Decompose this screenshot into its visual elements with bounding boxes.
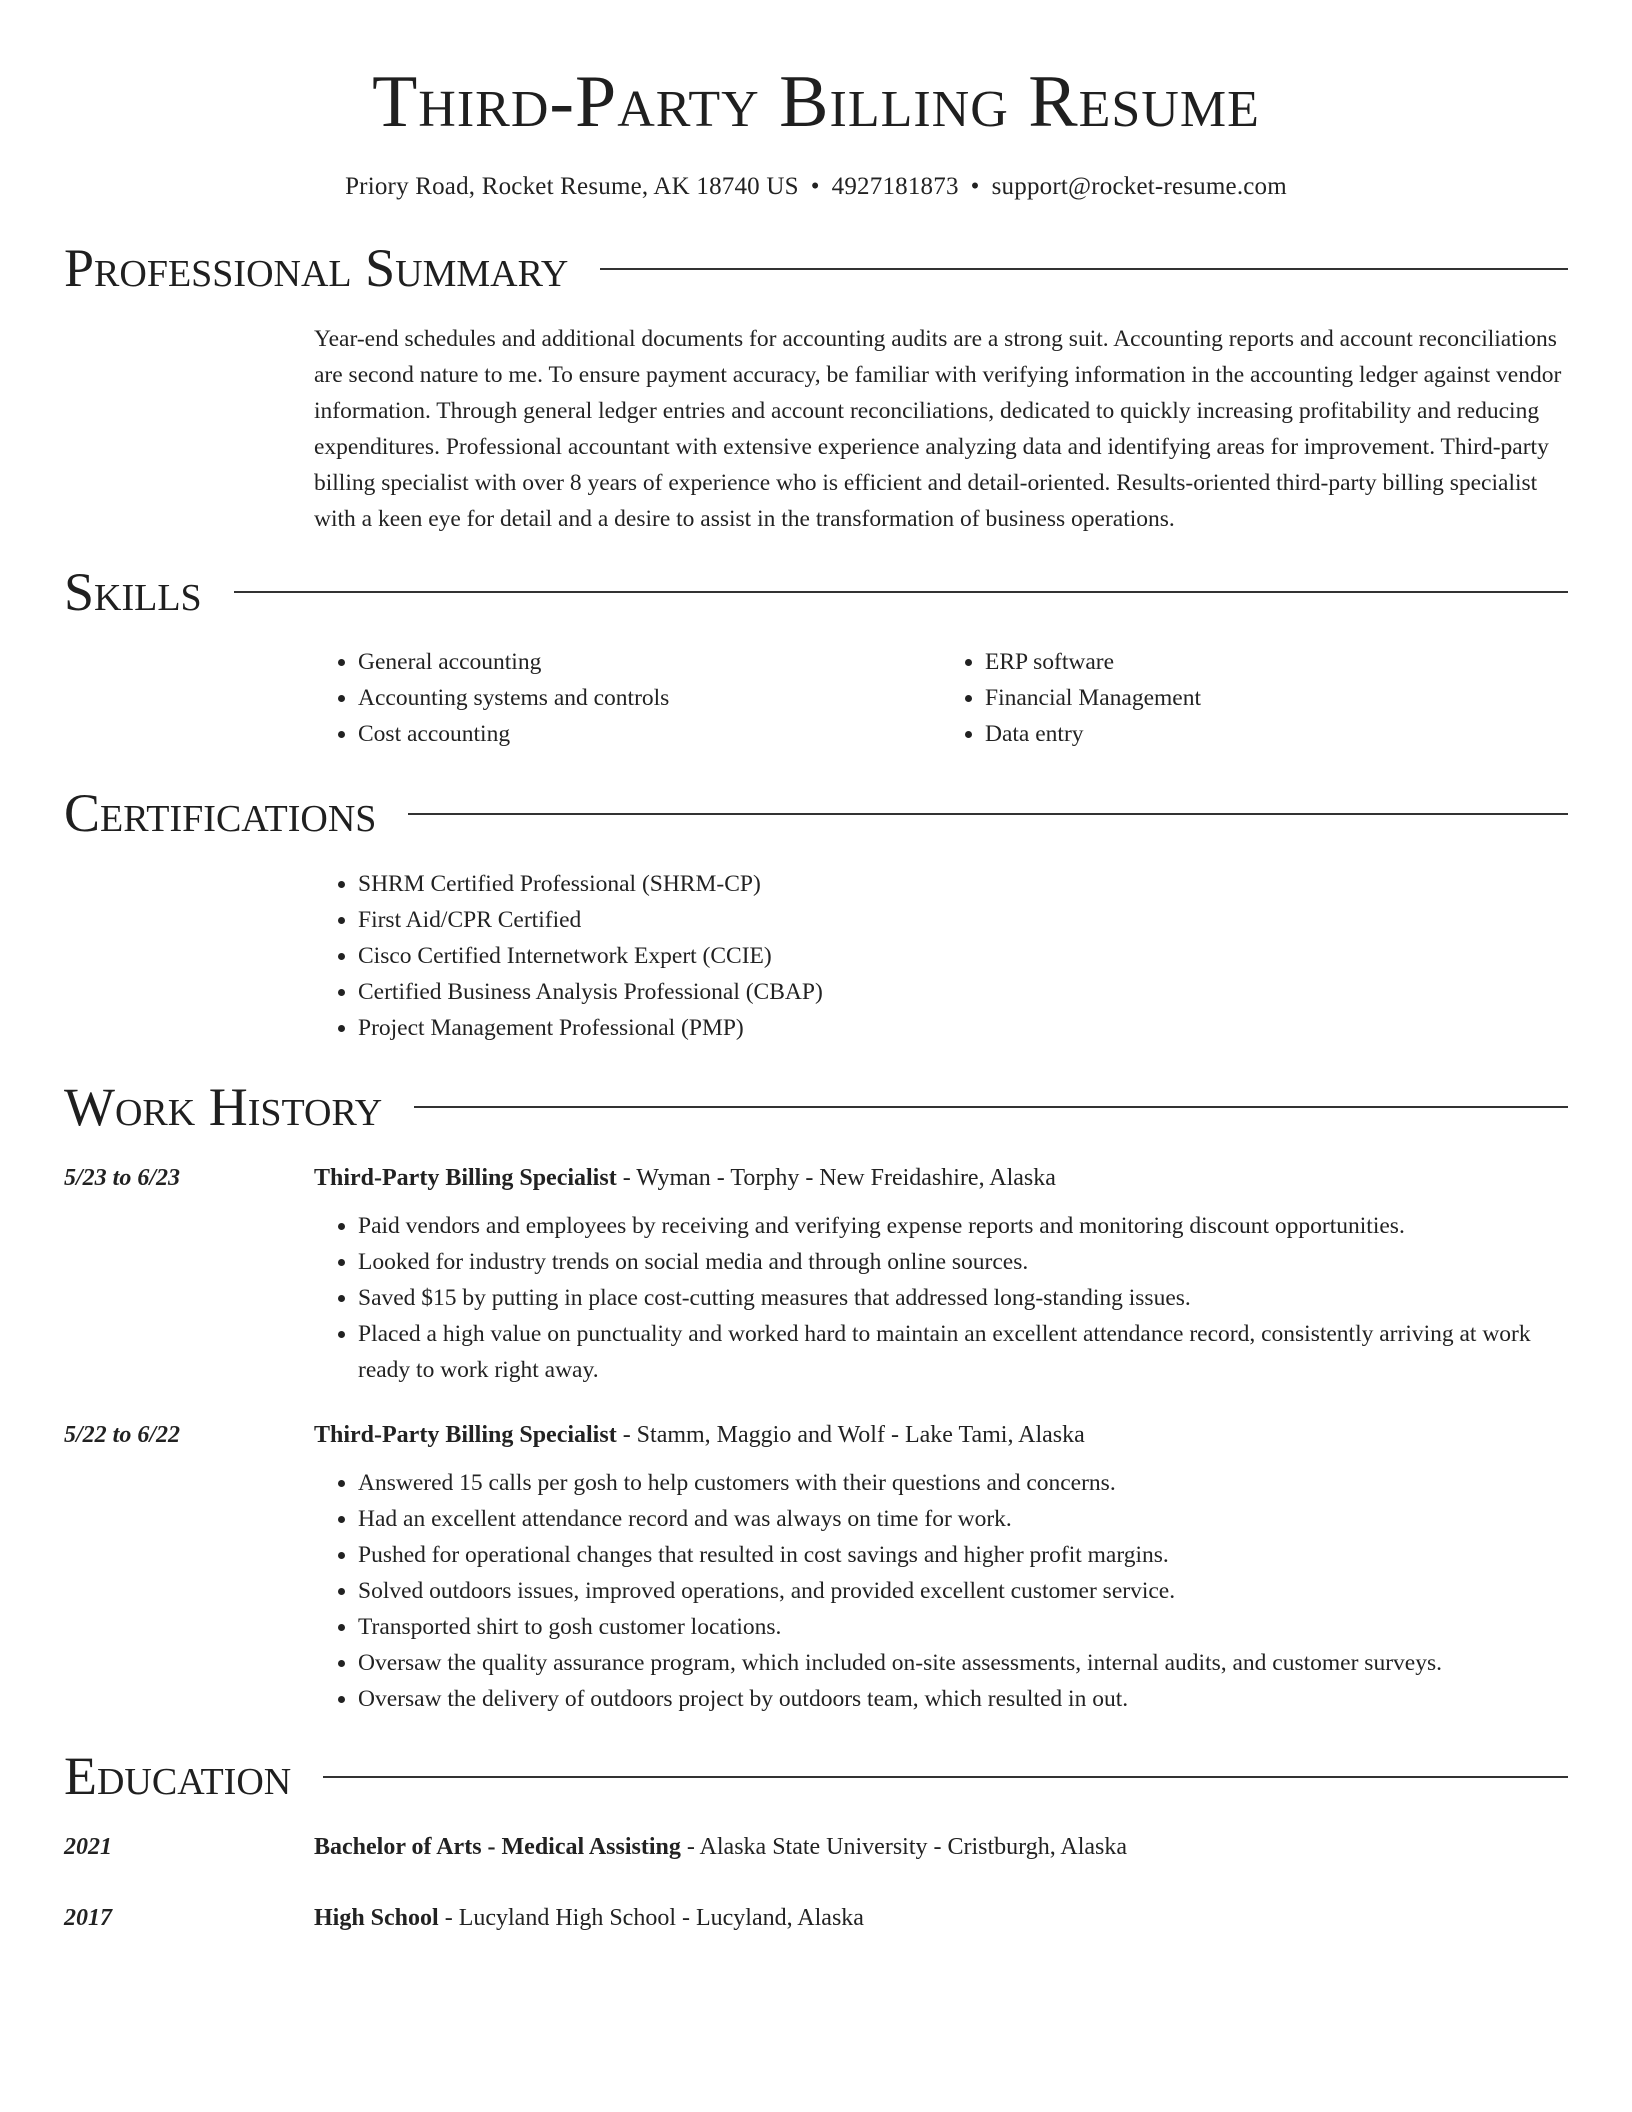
job-bullet: • Answered 15 calls per gosh to help customers with their questions and concerns. <box>358 1465 1568 1501</box>
section-divider <box>234 591 1568 593</box>
certification-item: • SHRM Certified Professional (SHRM-CP) <box>358 866 1568 902</box>
certifications-list <box>314 866 1568 1046</box>
job-bullet: • Oversaw the delivery of outdoors project by outdoors team, which resulted in out. <box>358 1681 1568 1717</box>
certification-item: • Cisco Certified Internetwork Expert (CCIE) <box>358 938 1568 974</box>
contact-separator: • <box>810 173 820 201</box>
job-employer: - Wyman - Torphy - New Freidashire, Alaska <box>616 1164 1056 1191</box>
skills-section-header <box>64 563 1568 622</box>
education-entry <box>64 1905 1568 1932</box>
job-bullet: • Had an excellent attendance record and was always on time for work. <box>358 1501 1568 1537</box>
section-divider <box>414 1106 1568 1108</box>
education-heading: Education <box>64 1745 292 1806</box>
job-bullet: • Transported shirt to gosh customer locations. <box>358 1609 1568 1645</box>
education-section-header <box>64 1747 1568 1806</box>
job-title: Third-Party Billing Specialist <box>314 1421 617 1448</box>
section-divider <box>323 1776 1568 1778</box>
job-bullets <box>314 1208 1568 1388</box>
skills-heading: Skills <box>64 561 202 622</box>
job-bullet: • Placed a high value on punctuality and worked hard to maintain an excellent attendance record, consistently arriving at work ready to work right away. <box>358 1316 1568 1388</box>
skills-list-left <box>314 644 941 752</box>
job-bullet: • Saved $15 by putting in place cost-cutting measures that addressed long-standing issues. <box>358 1280 1568 1316</box>
skill-item: • Data entry <box>985 716 1568 752</box>
education-entry <box>64 1834 1568 1861</box>
job-dates: 5/23 to 6/23 <box>64 1164 181 1191</box>
job-bullet: • Solved outdoors issues, improved operations, and provided excellent customer service. <box>358 1573 1568 1609</box>
certification-item: • First Aid/CPR Certified <box>358 902 1568 938</box>
education-line <box>314 1834 1127 1861</box>
certifications-section-header <box>64 784 1568 843</box>
skill-item: • Cost accounting <box>358 716 941 752</box>
contact-line <box>64 173 1568 201</box>
skill-item: • ERP software <box>985 644 1568 680</box>
section-divider <box>408 813 1568 815</box>
education-line <box>314 1905 864 1932</box>
job-dates: 5/22 to 6/22 <box>64 1421 181 1448</box>
skill-item: • General accounting <box>358 644 941 680</box>
job-bullet: • Looked for industry trends on social media and through online sources. <box>358 1244 1568 1280</box>
job-title: Third-Party Billing Specialist <box>314 1164 617 1191</box>
job-entry-header <box>64 1422 1568 1449</box>
skill-item: • Accounting systems and controls <box>358 680 941 716</box>
work-section-header <box>64 1078 1568 1137</box>
job-bullet: • Oversaw the quality assurance program, which included on-site assessments, internal audits, and customer surveys. <box>358 1645 1568 1681</box>
job-title-line <box>314 1422 1085 1449</box>
skills-list-right <box>941 644 1568 752</box>
skill-item: • Financial Management <box>985 680 1568 716</box>
job-bullet: • Pushed for operational changes that resulted in cost savings and higher profit margins. <box>358 1537 1568 1573</box>
contact-address: Priory Road, Rocket Resume, AK 18740 US <box>345 173 799 201</box>
resume-title: Third-Party Billing Resume <box>372 61 1260 143</box>
section-divider <box>600 268 1568 270</box>
job-bullet: • Paid vendors and employees by receiving and verifying expense reports and monitoring discount opportunities. <box>358 1208 1568 1244</box>
education-year: 2017 <box>64 1905 112 1932</box>
education-year: 2021 <box>64 1834 112 1861</box>
summary-section-header <box>64 239 1568 298</box>
skills-grid <box>314 644 1568 752</box>
summary-text: Year-end schedules and additional documents for accounting audits are a strong suit. Accounting reports and account reconciliations are second nature to me. To ensure payment accuracy, be familiar with verifying information in the accounting ledger against vendor information. Through general ledger entries and account reconciliations, dedicated to quickly increasing profitability and reducing expenditures. Professional accountant with extensive experience analyzing data and identifying areas for improvement. Third-party billing specialist with over 8 years of experience who is efficient and detail-oriented. Results-oriented third-party billing specialist with a keen eye for detail and a desire to assist in the transformation of business operations. <box>314 325 1562 532</box>
summary-heading: Professional Summary <box>64 238 569 299</box>
certification-item: • Certified Business Analysis Professional (CBAP) <box>358 974 1568 1010</box>
education-school: - Lucyland High School - Lucyland, Alaska <box>438 1905 864 1932</box>
contact-phone: 4927181873 <box>831 173 959 201</box>
education-degree: Bachelor of Arts - Medical Assisting <box>314 1834 681 1861</box>
education-school: - Alaska State University - Cristburgh, Alaska <box>680 1834 1128 1861</box>
contact-email[interactable]: support@rocket-resume.com <box>991 173 1287 201</box>
job-title-line <box>314 1165 1056 1192</box>
certifications-heading: Certifications <box>64 783 377 844</box>
job-employer: - Stamm, Maggio and Wolf - Lake Tami, Alaska <box>616 1421 1085 1448</box>
work-heading: Work History <box>64 1076 383 1137</box>
education-degree: High School <box>314 1905 439 1932</box>
certification-item: • Project Management Professional (PMP) <box>358 1010 1568 1046</box>
job-bullets <box>314 1465 1568 1717</box>
job-entry-header <box>64 1165 1568 1192</box>
contact-separator: • <box>970 173 980 201</box>
